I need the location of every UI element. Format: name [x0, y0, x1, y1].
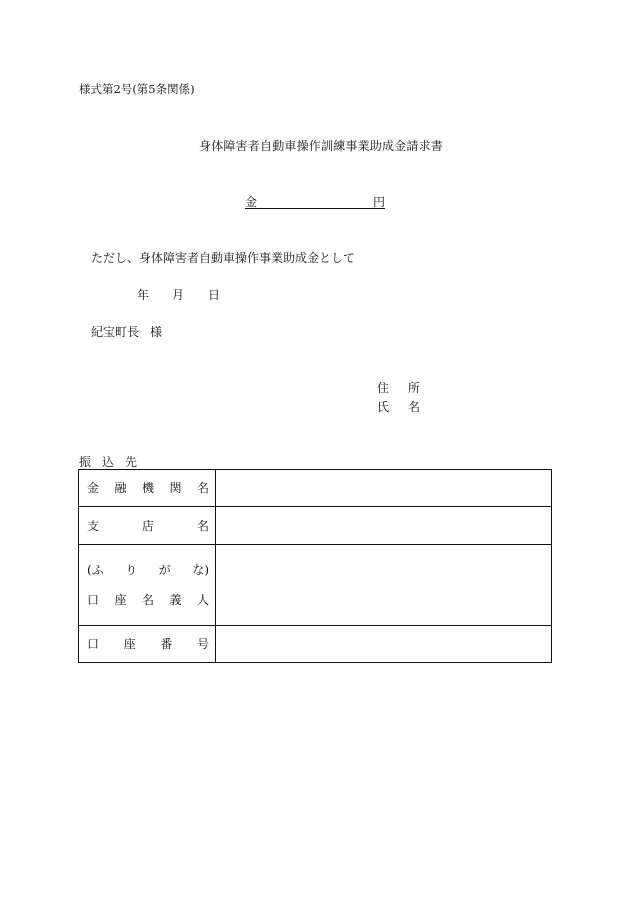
purpose-text: ただし、身体障害者自動車操作事業助成金として [91, 251, 356, 265]
label-char: 号 [196, 637, 209, 651]
label-char: 名 [196, 481, 209, 495]
applicant-address-label [377, 379, 420, 396]
label-char: 名 [196, 518, 209, 533]
form-number: 様式第2号(第5条関係) [79, 82, 195, 96]
bank-name-field[interactable] [216, 470, 552, 507]
amount-underline [245, 208, 385, 209]
label-char: 名 [141, 593, 154, 607]
label-char: が [158, 563, 171, 577]
amount-prefix: 金 [245, 195, 258, 209]
name-char-1: 氏 [377, 400, 390, 414]
furigana-label [79, 562, 215, 578]
transfer-char: 振 [79, 455, 92, 469]
account-holder-label [79, 545, 216, 626]
table-row [79, 507, 552, 545]
transfer-char: 込 [102, 455, 115, 469]
label-char: 機 [141, 481, 154, 495]
date-month-label: 月 [172, 288, 185, 302]
document-title: 身体障害者自動車操作訓練事業助成金請求書 [199, 139, 444, 153]
account-holder-field[interactable] [216, 545, 552, 626]
date-year-label: 年 [137, 288, 150, 302]
label-char: 融 [114, 481, 127, 495]
account-number-label [79, 626, 216, 663]
address-char-1: 住 [377, 381, 390, 395]
branch-name-label [79, 507, 216, 545]
label-char: な) [192, 563, 209, 577]
label-char: り [125, 563, 138, 577]
amount-suffix: 円 [372, 195, 385, 209]
label-char: 座 [123, 637, 136, 651]
date-day-label: 日 [208, 288, 221, 302]
label-char: 金 [87, 481, 100, 495]
holder-name-label [79, 592, 215, 608]
label-char: 店 [141, 518, 154, 533]
name-char-2: 名 [408, 400, 421, 414]
bank-account-table [78, 469, 552, 663]
addressee-name: 紀宝町長 [91, 325, 140, 339]
label-char: 義 [169, 593, 182, 607]
table-row [79, 545, 552, 626]
table-row [79, 470, 552, 507]
branch-name-field[interactable] [216, 507, 552, 545]
label-char: 座 [114, 593, 127, 607]
label-char: 支 [87, 518, 100, 533]
addressee-honorific: 様 [150, 325, 163, 339]
label-char: 口 [87, 637, 100, 651]
transfer-char: 先 [125, 455, 138, 469]
label-char: (ふ [87, 563, 104, 577]
bank-name-label [79, 470, 216, 507]
label-char: 口 [87, 593, 100, 607]
label-char: 番 [160, 637, 173, 651]
transfer-destination-label [79, 453, 148, 470]
account-number-field[interactable] [216, 626, 552, 663]
table-row [79, 626, 552, 663]
address-char-2: 所 [408, 381, 421, 395]
addressee [91, 323, 162, 340]
label-char: 関 [169, 481, 182, 495]
label-char: 人 [196, 593, 209, 607]
amount-line [245, 193, 385, 209]
applicant-name-label [377, 398, 420, 415]
